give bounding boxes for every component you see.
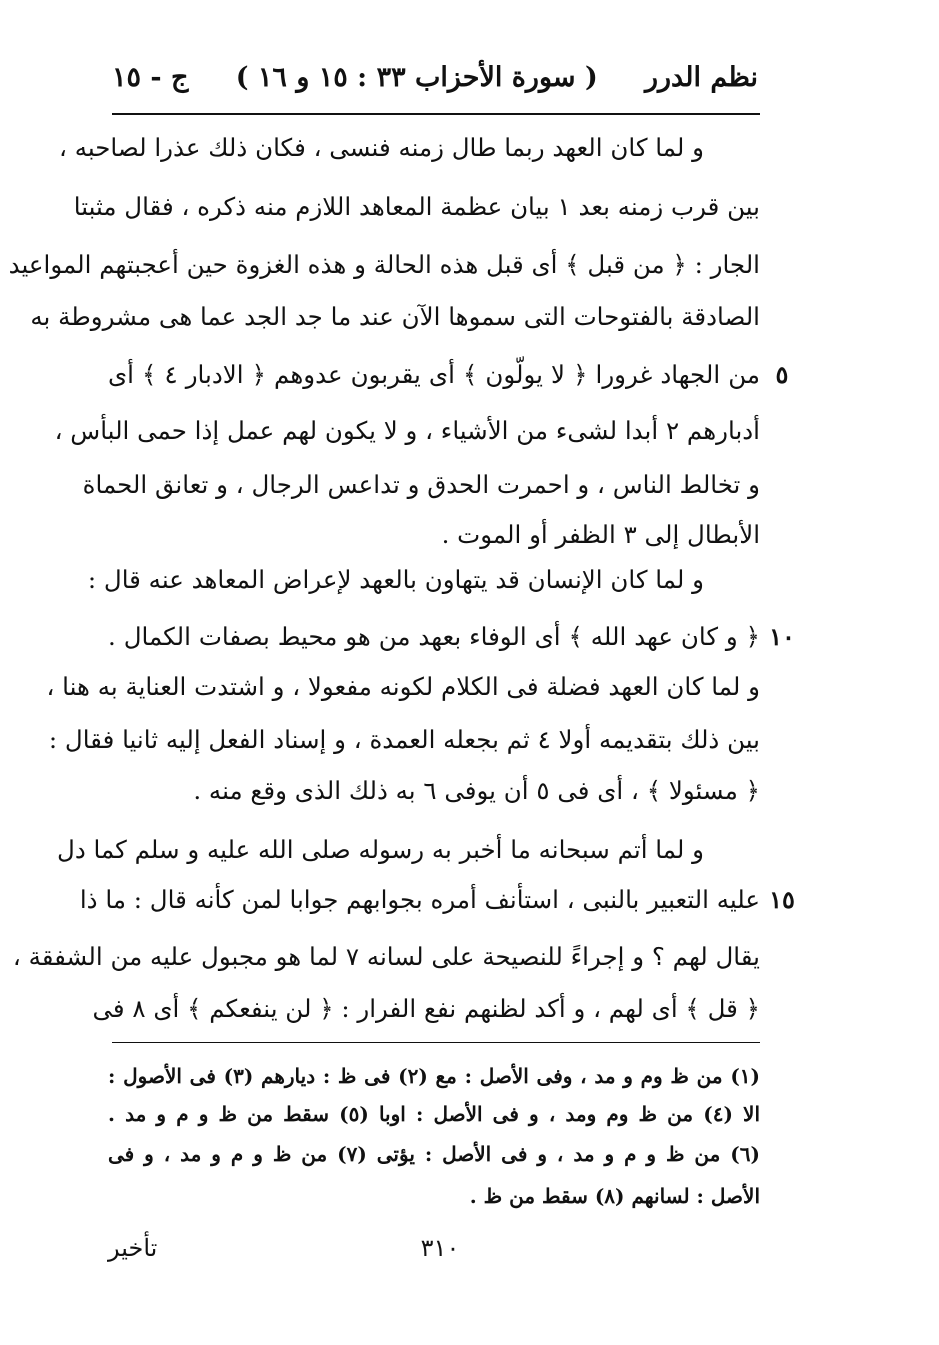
verse-number: ١٠ xyxy=(769,622,795,651)
text-line: الصادقة بالفتوحات التى سموها الآن عند ما جد الجد عما هى مشروطة به xyxy=(30,302,760,331)
header-rule xyxy=(112,113,760,115)
page-number: ٣١٠ xyxy=(420,1234,460,1262)
text-line: عليه التعبير بالنبى ، استأنف أمره بجوابهم جوابا لمن كأنه قال : ما ذا xyxy=(79,885,760,914)
text-line: الجار : ﴿ من قبل ﴾ أى قبل هذه الحالة و هذه الغزوة حين أعجبتهم المواعيد xyxy=(8,250,760,279)
surah-reference: ( سورة الأحزاب ٣٣ : ١٥ و ١٦ ) xyxy=(235,61,598,93)
text-line: بين ذلك بتقديمه أولا ٤ ثم بجعله العمدة ، و إسناد الفعل إليه ثانيا فقال : xyxy=(48,725,760,754)
text-line: ﴿ و كان عهد الله ﴾ أى الوفاء بعهد من هو محيط بصفات الكمال . xyxy=(108,622,760,651)
text-line: بين قرب زمنه بعد ١ بيان عظمة المعاهد اللازم منه ذكره ، فقال مثبتا xyxy=(73,192,760,221)
footnote-line: (١) من ظ وم و مد ، وفى الأصل : مع (٢) فى ظ : ديارهم (٣) فى الأصول : xyxy=(108,1064,761,1088)
running-header xyxy=(112,52,758,102)
text-line: يقال لهم ؟ و إجراءً للنصيحة على لسانه ٧ لما هو مجبول عليه من الشفقة ، xyxy=(12,942,760,971)
text-line: و لما كان العهد فضلة فى الكلام لكونه مفعولا ، و اشتدت العناية به هنا ، xyxy=(46,672,760,701)
footnote-line: الأصل : لسانهم (٨) سقط من ظ . xyxy=(469,1184,760,1208)
text-line: ﴿ قل ﴾ أى لهم ، و أكد لظنهم نفع الفرار : ﴿ لن ينفعكم ﴾ أى ٨ فى xyxy=(92,994,760,1023)
text-line: من الجهاد غرورا ﴿ لا يولّون ﴾ أى يقربون عدوهم ﴿ الادبار ٤ ﴾ أى xyxy=(108,360,760,389)
text-line: و لما كان العهد ربما طال زمنه فنسى ، فكان ذلك عذرا لصاحبه ، xyxy=(59,133,704,162)
catchword: تأخير xyxy=(108,1234,158,1262)
text-line: أدبارهم ٢ أبدا لشىء من الأشياء ، و لا يكون لهم عمل إذا حمى البأس ، xyxy=(54,416,760,445)
verse-number: ١٥ xyxy=(769,885,795,914)
text-line: و لما كان الإنسان قد يتهاون بالعهد لإعراض المعاهد عنه قال : xyxy=(87,565,704,594)
verse-number: ٥ xyxy=(775,360,789,389)
footnote-line: الا (٤) من ظ وم ومد ، و فى الأصل : اوبا (٥) سقط من ظ و م و مد . xyxy=(108,1102,761,1126)
footnote-rule xyxy=(112,1042,760,1043)
book-title: نظم الدرر xyxy=(644,61,758,93)
footnote-line: (٦) من ظ و م و مد ، و فى الأصل : يؤتى (٧) من ظ و م و مد ، و فى xyxy=(108,1142,760,1166)
volume-number: ج - ١٥ xyxy=(112,61,189,93)
text-line: ﴿ مسئولا ﴾ ، أى فى ٥ أن يوفى ٦ به ذلك الذى وقع منه . xyxy=(193,776,760,805)
text-line: و تخالط الناس ، و احمرت الحدق و تداعس الرجال ، و تعانق الحماة xyxy=(82,470,760,499)
text-line: الأبطال إلى ٣ الظفر أو الموت . xyxy=(441,520,760,549)
text-line: و لما أتم سبحانه ما أخبر به رسوله صلى الله عليه و سلم كما دل xyxy=(57,835,704,864)
